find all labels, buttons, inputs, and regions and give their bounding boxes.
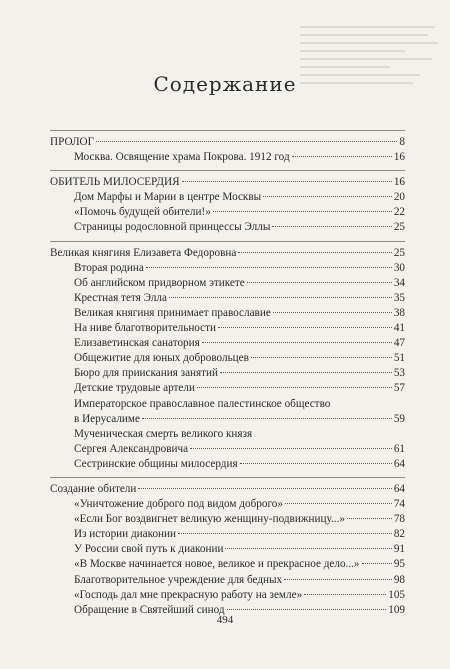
- toc-entry-title: ОБИТЕЛЬ МИЛОСЕРДИЯ: [50, 176, 180, 189]
- dot-leader: [197, 387, 392, 388]
- toc-page-number: 57: [393, 382, 405, 395]
- toc-section: [50, 130, 405, 165]
- toc-page-number: 41: [393, 322, 405, 335]
- toc-entry: [50, 412, 405, 427]
- toc-entry: [50, 306, 405, 321]
- dot-leader: [218, 327, 392, 328]
- toc-entry: [50, 351, 405, 366]
- toc-entry-title: Из истории диаконии: [74, 528, 177, 541]
- toc-entry: [50, 220, 405, 235]
- dot-leader: [169, 297, 392, 298]
- toc-section: [50, 477, 405, 618]
- toc-section-title: [50, 482, 405, 497]
- toc-page-number: 95: [393, 558, 405, 571]
- dot-leader: [142, 418, 392, 419]
- toc-page-number: 98: [393, 573, 405, 586]
- dot-leader: [96, 141, 397, 142]
- toc-entry-title: «Если Бог воздвигнет великую женщину-подвижницу...»: [74, 513, 345, 526]
- toc-entry-title: Вторая родина: [74, 261, 144, 274]
- toc-entry-title: На ниве благотворительности: [74, 322, 217, 335]
- table-of-contents: [50, 130, 405, 623]
- toc-page-number: 78: [393, 513, 405, 526]
- toc-entry-title: Страницы родословной принцессы Эллы: [74, 221, 271, 234]
- toc-entry: [50, 190, 405, 205]
- toc-page-number: 35: [393, 291, 405, 304]
- page-number: 494: [216, 614, 234, 626]
- toc-entry: [50, 573, 405, 588]
- toc-page-number: 74: [393, 498, 405, 511]
- toc-page-number: 109: [388, 603, 405, 616]
- toc-entry: [50, 336, 405, 351]
- toc-entry: [50, 150, 405, 165]
- toc-page-number: 20: [393, 191, 405, 204]
- toc-entry: [50, 397, 405, 412]
- dot-leader: [182, 181, 392, 182]
- dot-leader: [240, 463, 392, 464]
- dot-leader: [285, 503, 392, 504]
- page-heading: Содержание: [153, 72, 297, 96]
- toc-page-number: 30: [393, 261, 405, 274]
- toc-entry: [50, 457, 405, 472]
- dot-leader: [263, 196, 392, 197]
- dot-leader: [292, 156, 392, 157]
- dot-leader: [227, 609, 387, 610]
- toc-entry: [50, 366, 405, 381]
- toc-entry: [50, 205, 405, 220]
- toc-entry: [50, 321, 405, 336]
- toc-entry-title: Благотворительное учреждение для бедных: [74, 573, 283, 586]
- dot-leader: [225, 548, 391, 549]
- dot-leader: [251, 357, 392, 358]
- dot-leader: [347, 518, 392, 519]
- toc-page-number: 105: [388, 588, 405, 601]
- toc-entry: [50, 427, 405, 442]
- toc-entry: [50, 512, 405, 527]
- toc-entry-title: «Помочь будущей обители!»: [74, 206, 211, 219]
- toc-entry: [50, 557, 405, 572]
- toc-entry: [50, 276, 405, 291]
- toc-entry-title: Москва. Освящение храма Покрова. 1912 год: [74, 151, 290, 164]
- dot-leader: [190, 448, 392, 449]
- toc-section-title: [50, 175, 405, 190]
- toc-entry-title: Бюро для приискания занятий: [74, 367, 219, 380]
- toc-entry: [50, 442, 405, 457]
- toc-page-number: 91: [393, 543, 405, 556]
- toc-entry-title: Крестная тетя Элла: [74, 291, 167, 304]
- toc-page-number: 59: [393, 412, 405, 425]
- toc-page-number: 53: [393, 367, 405, 380]
- toc-page-number: 22: [393, 206, 405, 219]
- toc-page-number: 64: [393, 457, 405, 470]
- toc-entry: [50, 527, 405, 542]
- toc-entry-title: «Уничтожение доброго под видом доброго»: [74, 498, 283, 511]
- dot-leader: [284, 579, 392, 580]
- toc-section-title: [50, 135, 405, 150]
- toc-entry: [50, 291, 405, 306]
- toc-page-number: 82: [393, 528, 405, 541]
- dot-leader: [273, 312, 392, 313]
- toc-entry-title: Елизаветинская санатория: [74, 337, 200, 350]
- toc-section: [50, 170, 405, 235]
- toc-page-number: 34: [393, 276, 405, 289]
- toc-entry: [50, 497, 405, 512]
- toc-entry-title: У России свой путь к диаконии: [74, 543, 224, 556]
- toc-entry: [50, 381, 405, 396]
- dot-leader: [220, 372, 392, 373]
- toc-page-number: 25: [393, 246, 405, 259]
- toc-page-number: 16: [393, 151, 405, 164]
- toc-section: [50, 241, 405, 472]
- toc-page-number: 61: [393, 442, 405, 455]
- toc-entry-title: Общежитие для юных добровольцев: [74, 352, 249, 365]
- dot-leader: [213, 211, 392, 212]
- toc-section-title: [50, 246, 405, 261]
- toc-entry-title: в Иерусалиме: [74, 412, 140, 425]
- toc-entry-title: Великая княгиня Елизавета Федоровна: [50, 246, 237, 259]
- toc-page-number: 51: [393, 352, 405, 365]
- toc-entry: [50, 588, 405, 603]
- toc-entry-title: ПРОЛОГ: [50, 136, 95, 148]
- toc-page-number: 38: [393, 306, 405, 319]
- toc-entry-title: Сестринские общины милосердия: [74, 457, 238, 470]
- toc-entry: [50, 542, 405, 557]
- dot-leader: [272, 226, 391, 227]
- toc-entry-title: Сергея Александровича: [74, 442, 189, 455]
- toc-page-number: 47: [393, 337, 405, 350]
- toc-page-number: 64: [393, 482, 405, 495]
- dot-leader: [247, 282, 392, 283]
- toc-entry-title: «В Москве начинается новое, великое и прекрасное дело...»: [74, 558, 360, 571]
- dot-leader: [304, 594, 386, 595]
- toc-entry-title: Детские трудовые артели: [74, 382, 195, 395]
- toc-entry-title: Дом Марфы и Марии в центре Москвы: [74, 191, 262, 204]
- dot-leader: [202, 342, 392, 343]
- toc-entry-title: Императорское православное палестинское общество: [74, 397, 331, 410]
- toc-entry-title: Обращение в Святейший синод: [74, 603, 225, 616]
- dot-leader: [178, 533, 392, 534]
- toc-entry-title: Мученическая смерть великого князя: [74, 427, 253, 440]
- dot-leader: [146, 267, 392, 268]
- toc-entry: [50, 261, 405, 276]
- toc-page-number: 25: [393, 221, 405, 234]
- dot-leader: [362, 563, 392, 564]
- toc-entry-title: Великая княгиня принимает православие: [74, 306, 271, 319]
- toc-entry-title: Создание обители: [50, 482, 137, 495]
- toc-page-number: 8: [399, 136, 405, 148]
- dot-leader: [238, 252, 391, 253]
- dot-leader: [138, 488, 391, 489]
- toc-page-number: 16: [393, 176, 405, 189]
- toc-entry-title: «Господь дал мне прекрасную работу на земле»: [74, 588, 303, 601]
- toc-entry-title: Об английском придворном этикете: [74, 276, 245, 289]
